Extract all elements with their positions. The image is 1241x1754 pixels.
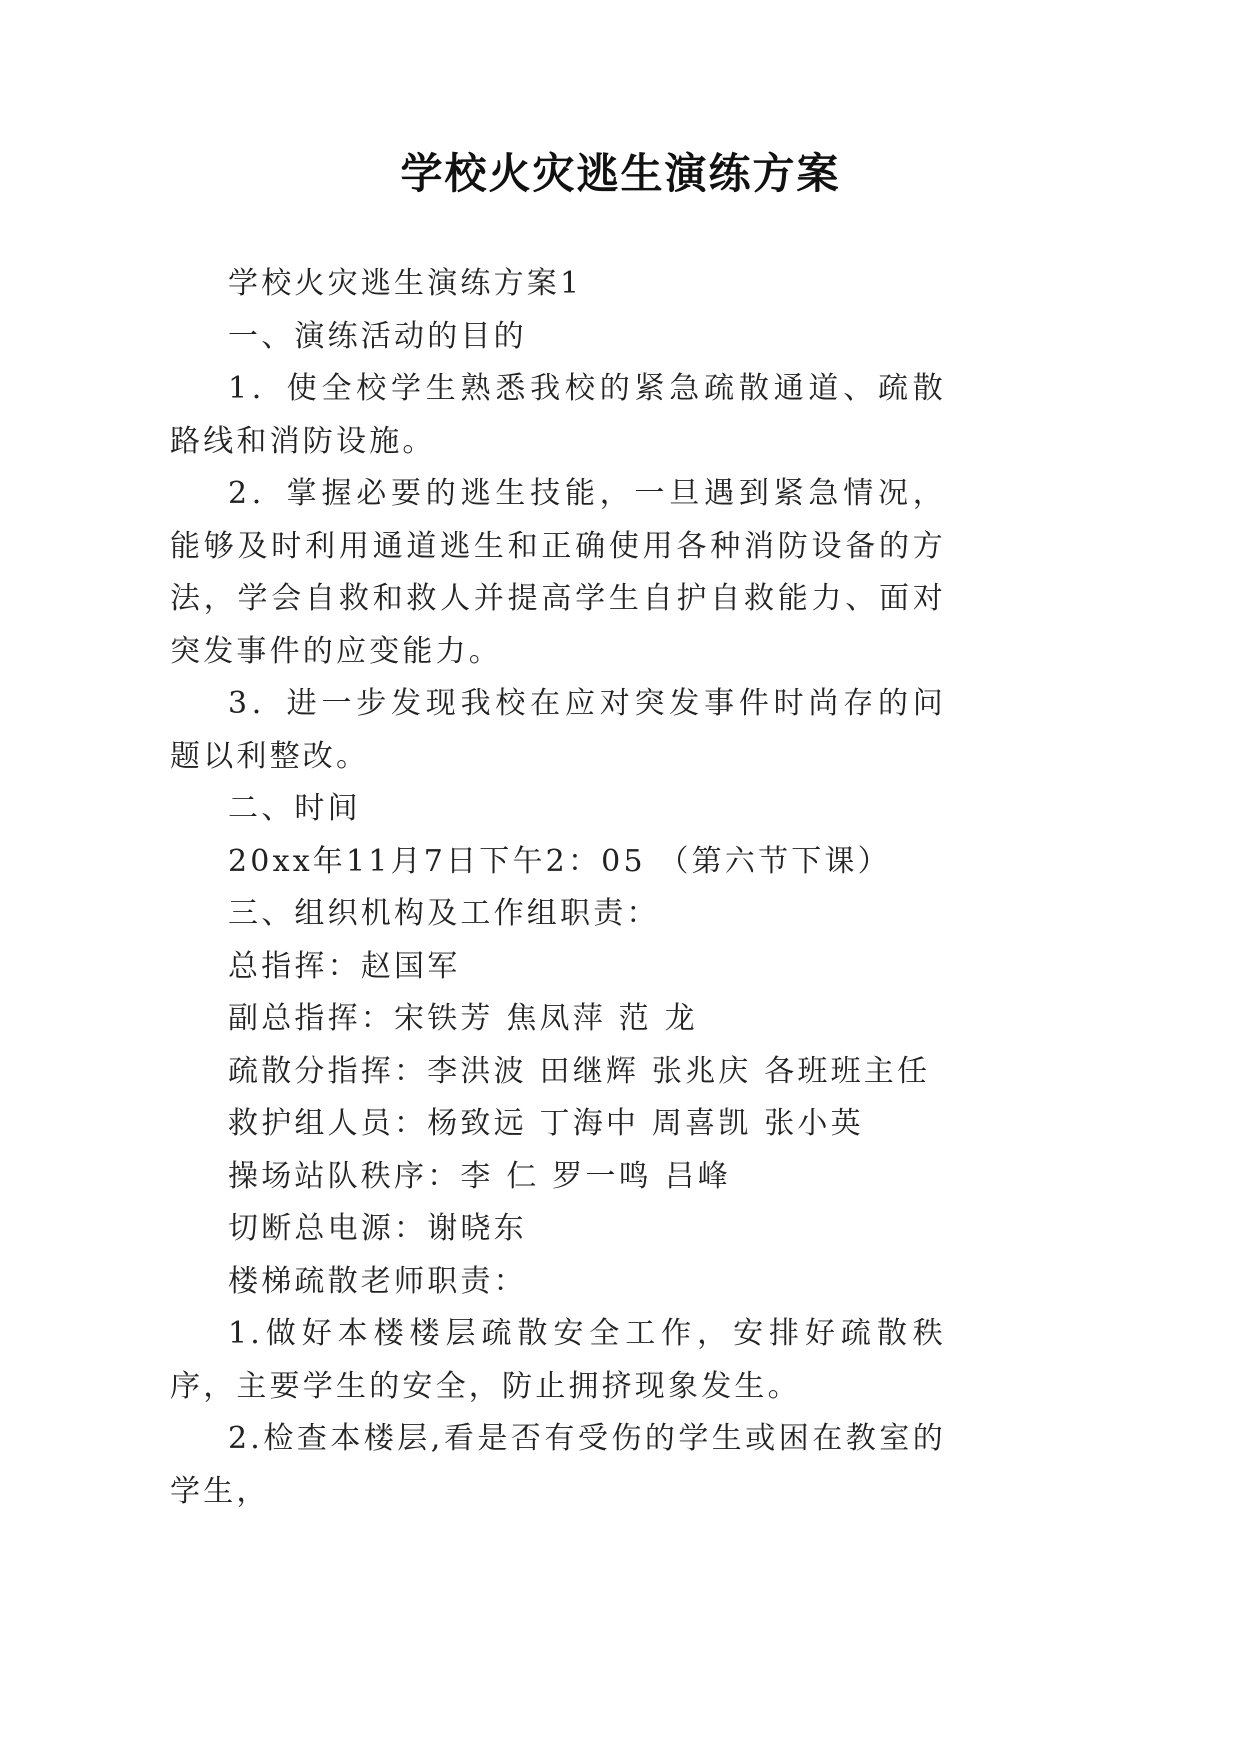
paragraph-purpose-1: 1．使全校学生熟悉我校的紧急疏散通道、疏散路线和消防设施。 xyxy=(170,371,946,459)
paragraph-stair-duty-2: 2.检查本楼层,看是否有受伤的学生或困在教室的学生， xyxy=(170,1421,946,1509)
paragraph-chief-commander: 总指挥：赵国军 xyxy=(228,948,461,984)
document-body xyxy=(170,258,946,1518)
paragraph-stair-duties: 楼梯疏散老师职责： xyxy=(228,1263,527,1299)
paragraph-power-cutoff: 切断总电源：谢晓东 xyxy=(228,1211,527,1246)
paragraph-time-value: 20xx年11月7日下午2：05 （第六节下课） xyxy=(228,843,891,879)
paragraph-rescue-team: 救护组人员：杨致远 丁海中 周喜凯 张小英 xyxy=(228,1106,864,1141)
paragraph-deputy-commanders: 副总指挥：宋铁芳 焦凤萍 范 龙 xyxy=(228,1001,698,1036)
paragraph-purpose-2: 2．掌握必要的逃生技能，一旦遇到紧急情况，能够及时利用通道逃生和正确使用各种消防设备的方法，学会自救和救人并提高学生自护自救能力、面对突发事件的应变能力。 xyxy=(170,476,946,669)
paragraph-section-organization: 三、组织机构及工作组职责： xyxy=(228,896,660,931)
paragraph-evacuation-commanders: 疏散分指挥：李洪波 田继辉 张兆庆 各班班主任 xyxy=(228,1053,931,1089)
document-title: 学校火灾逃生演练方案 xyxy=(400,149,841,198)
paragraph-section-time: 二、时间 xyxy=(228,791,361,826)
paragraph-field-order: 操场站队秩序：李 仁 罗一鸣 吕峰 xyxy=(228,1158,732,1194)
paragraph-section-purpose: 一、演练活动的目的 xyxy=(228,318,527,354)
paragraph-purpose-3: 3．进一步发现我校在应对突发事件时尚存的问题以利整改。 xyxy=(170,686,946,774)
paragraph-plan-heading: 学校火灾逃生演练方案1 xyxy=(228,266,583,301)
paragraph-stair-duty-1: 1.做好本楼楼层疏散安全工作，安排好疏散秩序，主要学生的安全，防止拥挤现象发生。 xyxy=(170,1316,946,1404)
